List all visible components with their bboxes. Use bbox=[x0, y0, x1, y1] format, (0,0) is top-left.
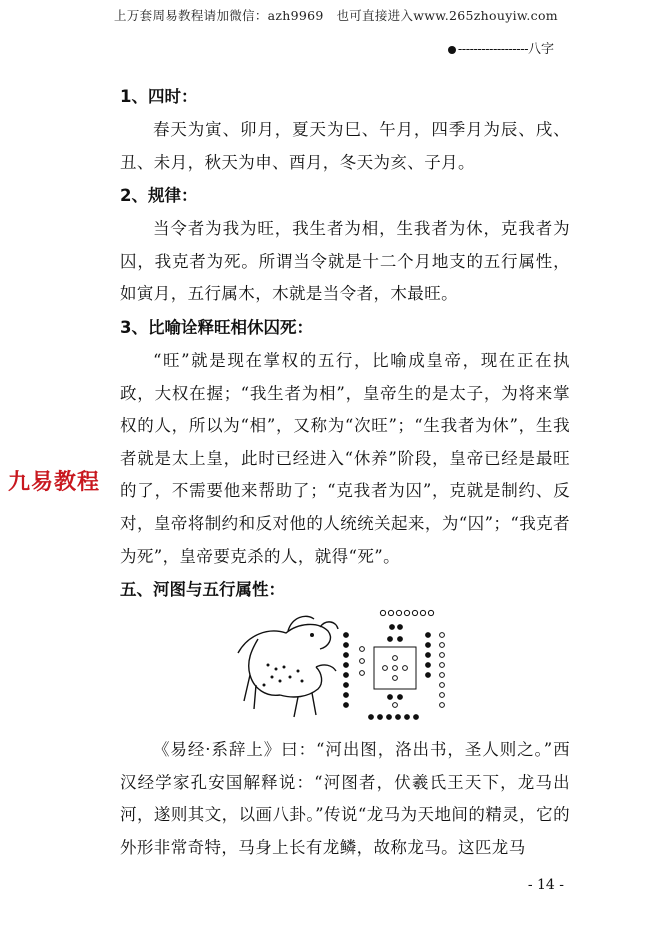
dragon-horse-icon bbox=[228, 605, 464, 725]
section-heading-2: 2、规律： bbox=[120, 186, 198, 206]
section-paragraph-1: 春天为寅、卯月，夏天为巳、午月，四季月为辰、戌、丑、未月，秋天为申、酉月，冬天为亥、子月。 bbox=[120, 120, 570, 172]
hetu-figure bbox=[228, 605, 464, 725]
header-dashes: ------------------ bbox=[457, 42, 528, 57]
side-watermark-logo: 九易教程 bbox=[8, 470, 101, 495]
header-section-title: 八字 bbox=[527, 42, 554, 57]
main-content bbox=[120, 80, 570, 607]
section-heading-1: 1、四时： bbox=[120, 87, 198, 106]
section-heading-4: 五、河图与五行属性： bbox=[120, 580, 285, 600]
bullet-dot-icon bbox=[448, 46, 456, 54]
section-paragraph-2: 当令者为我为旺，我生者为相，生我者为休，克我者为囚，我克者为死。所谓当令就是十二个月地支的五行属性，如寅月，五行属木，木就是当令者，木最旺。 bbox=[120, 219, 570, 304]
quote-block bbox=[120, 734, 570, 864]
running-header bbox=[448, 38, 554, 57]
section-heading-3: 3、比喻诠释旺相休囚死： bbox=[120, 317, 313, 337]
section-paragraph-3: “旺”就是现在掌权的五行，比喻成皇帝，现在正在执政，大权在握；“我生者为相”，皇帝生的是太子，为将来掌权的人，所以为“相”，又称为“次旺”；“生我者为休”，生我者就是太上皇，此时已经进入“休养”阶段，皇帝已经是最旺的了，不需要他来帮助了；“克我者为囚”，克就是制约、反对，皇帝将制约和反对他的人统统关起来，为“囚”；“我克者为死”，皇帝要克杀的人，就得“死”。 bbox=[120, 350, 570, 566]
page-number: - 14 - bbox=[527, 877, 564, 893]
top-watermark-text: 上万套周易教程请加微信：azh9969 也可直接进入www.265zhouyiw.com bbox=[114, 8, 558, 23]
quote-paragraph: 《易经·系辞上》曰：“河出图，洛出书，圣人则之。”西汉经学家孔安国解释说：“河图者，伏羲氏王天下，龙马出河，遂则其文，以画八卦。”传说“龙马为天地间的精灵，它的外形非常奇特，马身上长有龙鳞，故称龙马。这匹龙马 bbox=[120, 740, 570, 857]
